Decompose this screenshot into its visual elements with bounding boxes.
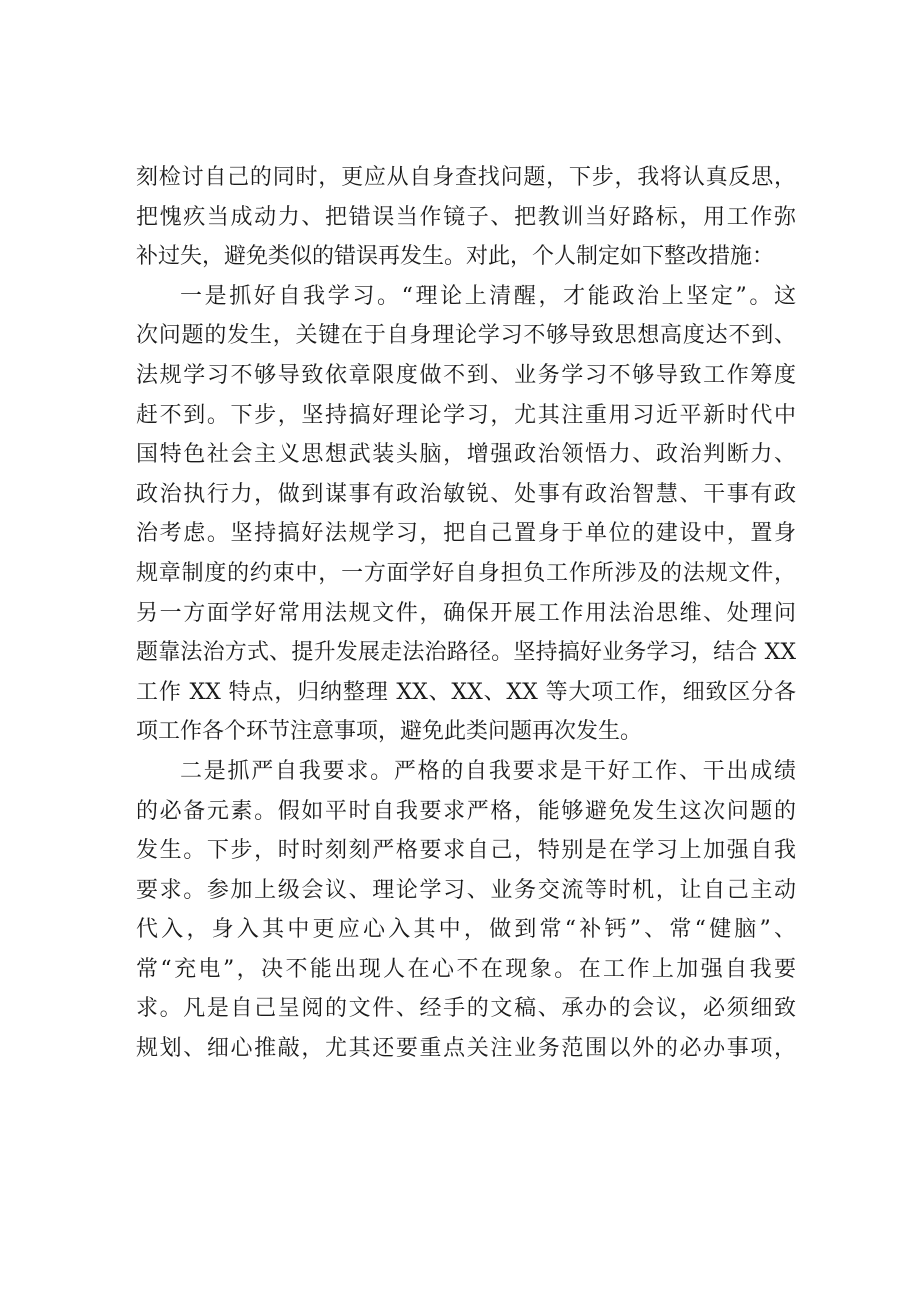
paragraph-1 [136,158,796,277]
paragraph-2 [136,277,796,752]
text-line: 二是抓严自我要求。严格的自我要求是干好工作、干出成绩 [180,758,796,784]
text-line: 另一方面学好常用法规文件，确保开展工作用法治思维、处理问 [136,600,796,626]
text-line: 一是抓好自我学习。“理论上清醒，才能政治上坚定”。这 [180,283,796,309]
text-line: 补过失，避免类似的错误再发生。对此，个人制定如下整改措施： [136,244,775,270]
text-line: 题靠法治方式、提升发展走法治路径。坚持搞好业务学习，结合 XX [136,640,796,666]
text-line: 要求。参加上级会议、理论学习、业务交流等时机，让自己主动 [136,877,796,903]
text-line: 规划、细心推敲，尤其还要重点关注业务范围以外的必办事项， [136,1036,796,1062]
text-line: 法规学习不够导致依章限度做不到、业务学习不够导致工作筹度 [136,362,796,388]
text-line: 代入，身入其中更应心入其中，做到常“补钙”、常“健脑”、 [136,917,796,943]
text-line: 常“充电”，决不能出现人在心不在现象。在工作上加强自我要 [136,956,796,982]
text-line: 把愧疚当成动力、把错误当作镜子、把教训当好路标，用工作弥 [136,204,796,230]
text-line: 规章制度的约束中，一方面学好自身担负工作所涉及的法规文件， [136,560,796,586]
text-line: 政治执行力，做到谋事有政治敏锐、处事有政治智慧、干事有政 [136,481,796,507]
paragraph-3 [136,752,796,1069]
text-line: 工作 XX 特点，归纳整理 XX、XX、XX 等大项工作，细致区分各 [136,679,796,705]
text-line: 治考虑。坚持搞好法规学习，把自己置身于单位的建设中，置身 [136,521,796,547]
text-line: 刻检讨自己的同时，更应从自身查找问题，下步，我将认真反思， [136,165,796,190]
text-line: 国特色社会主义思想武装头脑，增强政治领悟力、政治判断力、 [136,442,796,468]
text-line: 发生。下步，时时刻刻严格要求自己，特别是在学习上加强自我 [136,838,796,864]
text-line: 赶不到。下步，坚持搞好理论学习，尤其注重用习近平新时代中 [136,402,796,428]
text-line: 求。凡是自己呈阅的文件、经手的文稿、承办的会议，必须细致 [136,996,796,1022]
text-line: 项工作各个环节注意事项，避免此类问题再次发生。 [136,719,643,745]
document-body [136,158,796,1069]
text-line: 次问题的发生，关键在于自身理论学习不够导致思想高度达不到、 [136,323,796,349]
text-line: 的必备元素。假如平时自我要求严格，能够避免发生这次问题的 [136,798,796,824]
